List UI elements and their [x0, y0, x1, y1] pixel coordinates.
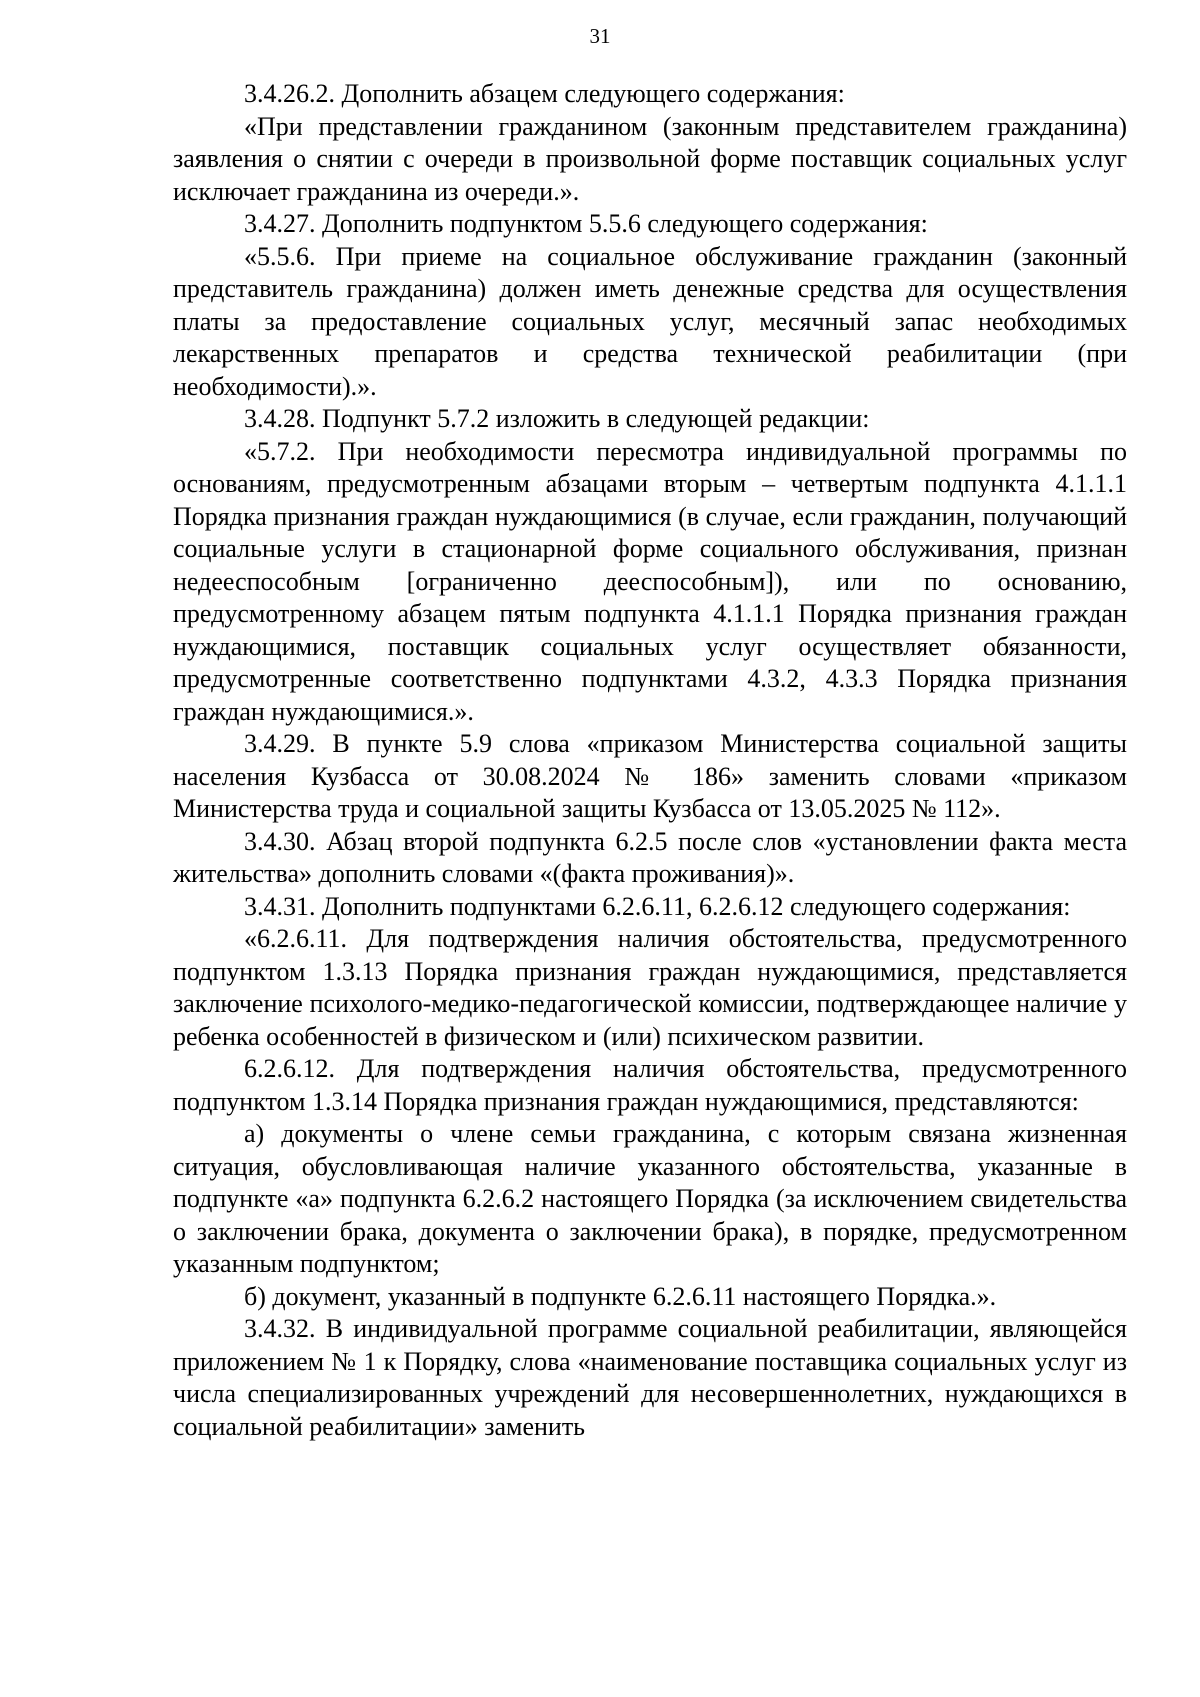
paragraph-item-b: б) документ, указанный в подпункте 6.2.6.11 настоящего Порядка.». — [244, 1281, 997, 1311]
page-number: 31 — [589, 24, 611, 48]
paragraph-quote-6-2-6-11: «6.2.6.11. Для подтверждения наличия обстоятельства, предусмотренного подпунктом 1.3.13 Порядка признания граждан нуждающимися, представляется заключение психолого-медико-педагогической комиссии, подтверждающее наличие у ребенка особенностей в физическом и (или) психическом развитии. — [173, 924, 1127, 1051]
paragraph-item-a: а) документы о члене семьи гражданина, с которым связана жизненная ситуация, обусловливающая наличие указанного обстоятельства, указанные в подпункте «а» подпункта 6.2.6.2 настоящего Порядка (за исключением свидетельства о заключении брака, документа о заключении брака), в порядке, предусмотренном указанным подпунктом; — [173, 1119, 1127, 1278]
paragraph-3-4-26-2: 3.4.26.2. Дополнить абзацем следующего содержания: — [244, 79, 845, 108]
paragraph-quote-5-5-6: «5.5.6. При приеме на социальное обслуживание гражданин (законный представитель гражданина) должен иметь денежные средства для осуществления платы за предоставление социальных услуг, месячный запас необходимых лекарственных препаратов и средства технической реабилитации (при необходимости).». — [173, 241, 1127, 401]
paragraph-3-4-31: 3.4.31. Дополнить подпунктами 6.2.6.11, 6.2.6.12 следующего содержания: — [244, 891, 1071, 921]
paragraph-quote-queue-removal: «При представлении гражданином (законным представителем гражданина) заявления о снятии с очереди в произвольной форме поставщик социальных услуг исключает гражданина из очереди.». — [173, 111, 1127, 206]
paragraph-3-4-30: 3.4.30. Абзац второй подпункта 6.2.5 после слов «установлении факта места жительства» дополнить словами «(факта проживания)». — [173, 826, 1127, 888]
paragraph-quote-5-7-2: «5.7.2. При необходимости пересмотра индивидуальной программы по основаниям, предусмотренным абзацами вторым – четвертым подпункта 4.1.1.1 Порядка признания граждан нуждающимися (в случае, если гражданин, получающий социальные услуги в стационарной форме социального обслуживания, признан недееспособным [ограниченно дееспособным]), или по основанию, предусмотренному абзацем пятым подпункта 4.1.1.1 Порядка признания граждан нуждающимися, поставщик социальных услуг осуществляет обязанности, предусмотренные соответственно подпунктами 4.3.2, 4.3.3 Порядка признания граждан нуждающимися.». — [173, 436, 1127, 726]
paragraph-3-4-27: 3.4.27. Дополнить подпунктом 5.5.6 следующего содержания: — [244, 209, 928, 238]
paragraph-3-4-32: 3.4.32. В индивидуальной программе социальной реабилитации, являющейся приложением № 1 к Порядку, слова «наименование поставщика социальных услуг из числа специализированных учреждений для несовершеннолетних, нуждающихся в социальной реабилитации» заменить — [173, 1314, 1127, 1441]
paragraph-3-4-29: 3.4.29. В пункте 5.9 слова «приказом Министерства социальной защиты населения Кузбасса от 30.08.2024 № 186» заменить словами «приказом Министерства труда и социальной защиты Кузбасса от 13.05.2025 № 112». — [173, 729, 1127, 823]
document-body — [173, 78, 1127, 1443]
paragraph-6-2-6-12: 6.2.6.12. Для подтверждения наличия обстоятельства, предусмотренного подпунктом 1.3.14 Порядка признания граждан нуждающимися, представляются: — [173, 1054, 1127, 1116]
paragraph-3-4-28: 3.4.28. Подпункт 5.7.2 изложить в следующей редакции: — [244, 404, 870, 433]
